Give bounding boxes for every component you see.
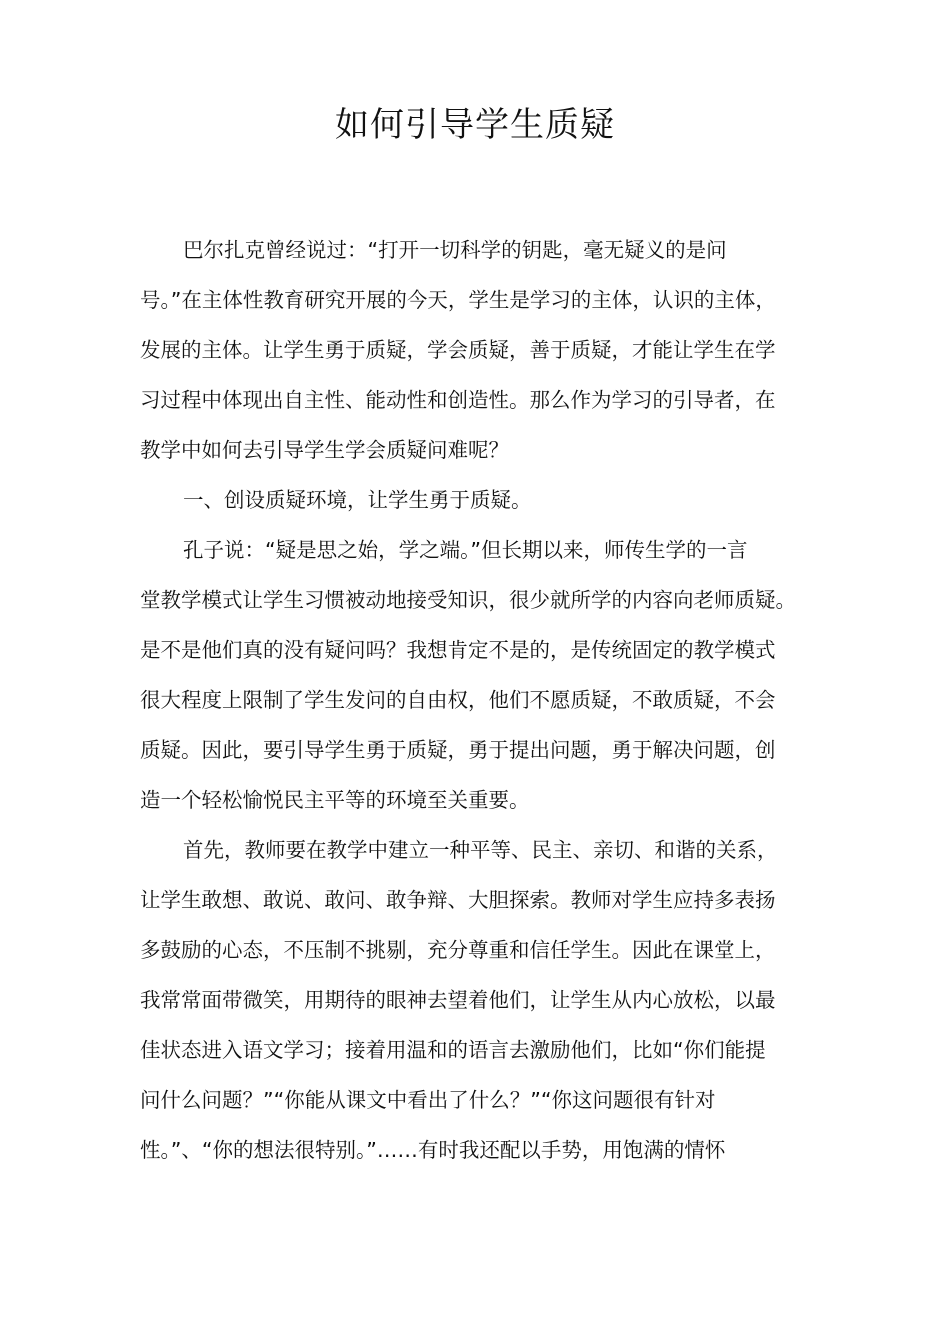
section-heading: 一、创设质疑环境，让学生勇于质疑。: [183, 488, 532, 512]
paragraph-line: 首先，教师要在教学中建立一种平等、民主、亲切、和谐的关系，: [183, 838, 778, 862]
paragraph-line: 多鼓励的心态，不压制不挑剔，充分尊重和信任学生。因此在课堂上，: [140, 938, 776, 962]
paragraph-line: 让学生敢想、敢说、敢问、敢争辩、大胆探索。教师对学生应持多表扬: [140, 888, 776, 912]
paragraph-line: 发展的主体。让学生勇于质疑，学会质疑，善于质疑，才能让学生在学: [140, 338, 776, 362]
paragraph-line: 质疑。因此，要引导学生勇于质疑，勇于提出问题，勇于解决问题，创: [140, 738, 776, 762]
paragraph-line: 造一个轻松愉悦民主平等的环境至关重要。: [140, 788, 530, 812]
paragraph-line: 问什么问题？”“你能从课文中看出了什么？”“你这问题很有针对: [140, 1088, 716, 1112]
paragraph-line: 佳状态进入语文学习；接着用温和的语言去激励他们，比如“你们能提: [140, 1038, 766, 1062]
paragraph-line: 习过程中体现出自主性、能动性和创造性。那么作为学习的引导者，在: [140, 388, 776, 412]
document-title: 如何引导学生质疑: [335, 105, 615, 145]
paragraph-line: 孔子说：“疑是思之始，学之端。”但长期以来，师传生学的一言: [183, 538, 748, 562]
paragraph-line: 是不是他们真的没有疑问吗？我想肯定不是的，是传统固定的教学模式: [140, 638, 776, 662]
paragraph-line: 堂教学模式让学生习惯被动地接受知识，很少就所学的内容向老师质疑。: [140, 588, 796, 612]
paragraph-line: 教学中如何去引导学生学会质疑问难呢？: [140, 438, 509, 462]
paragraph-line: 号。”在主体性教育研究开展的今天，学生是学习的主体，认识的主体，: [140, 288, 776, 312]
paragraph-line: 巴尔扎克曾经说过：“打开一切科学的钥匙，毫无疑义的是问: [183, 238, 727, 262]
paragraph-line: 很大程度上限制了学生发问的自由权，他们不愿质疑，不敢质疑，不会: [140, 688, 776, 712]
paragraph-line: 我常常面带微笑，用期待的眼神去望着他们，让学生从内心放松，以最: [140, 988, 776, 1012]
paragraph-line: 性。”、“你的想法很特别。”……有时我还配以手势，用饱满的情怀: [140, 1138, 726, 1162]
